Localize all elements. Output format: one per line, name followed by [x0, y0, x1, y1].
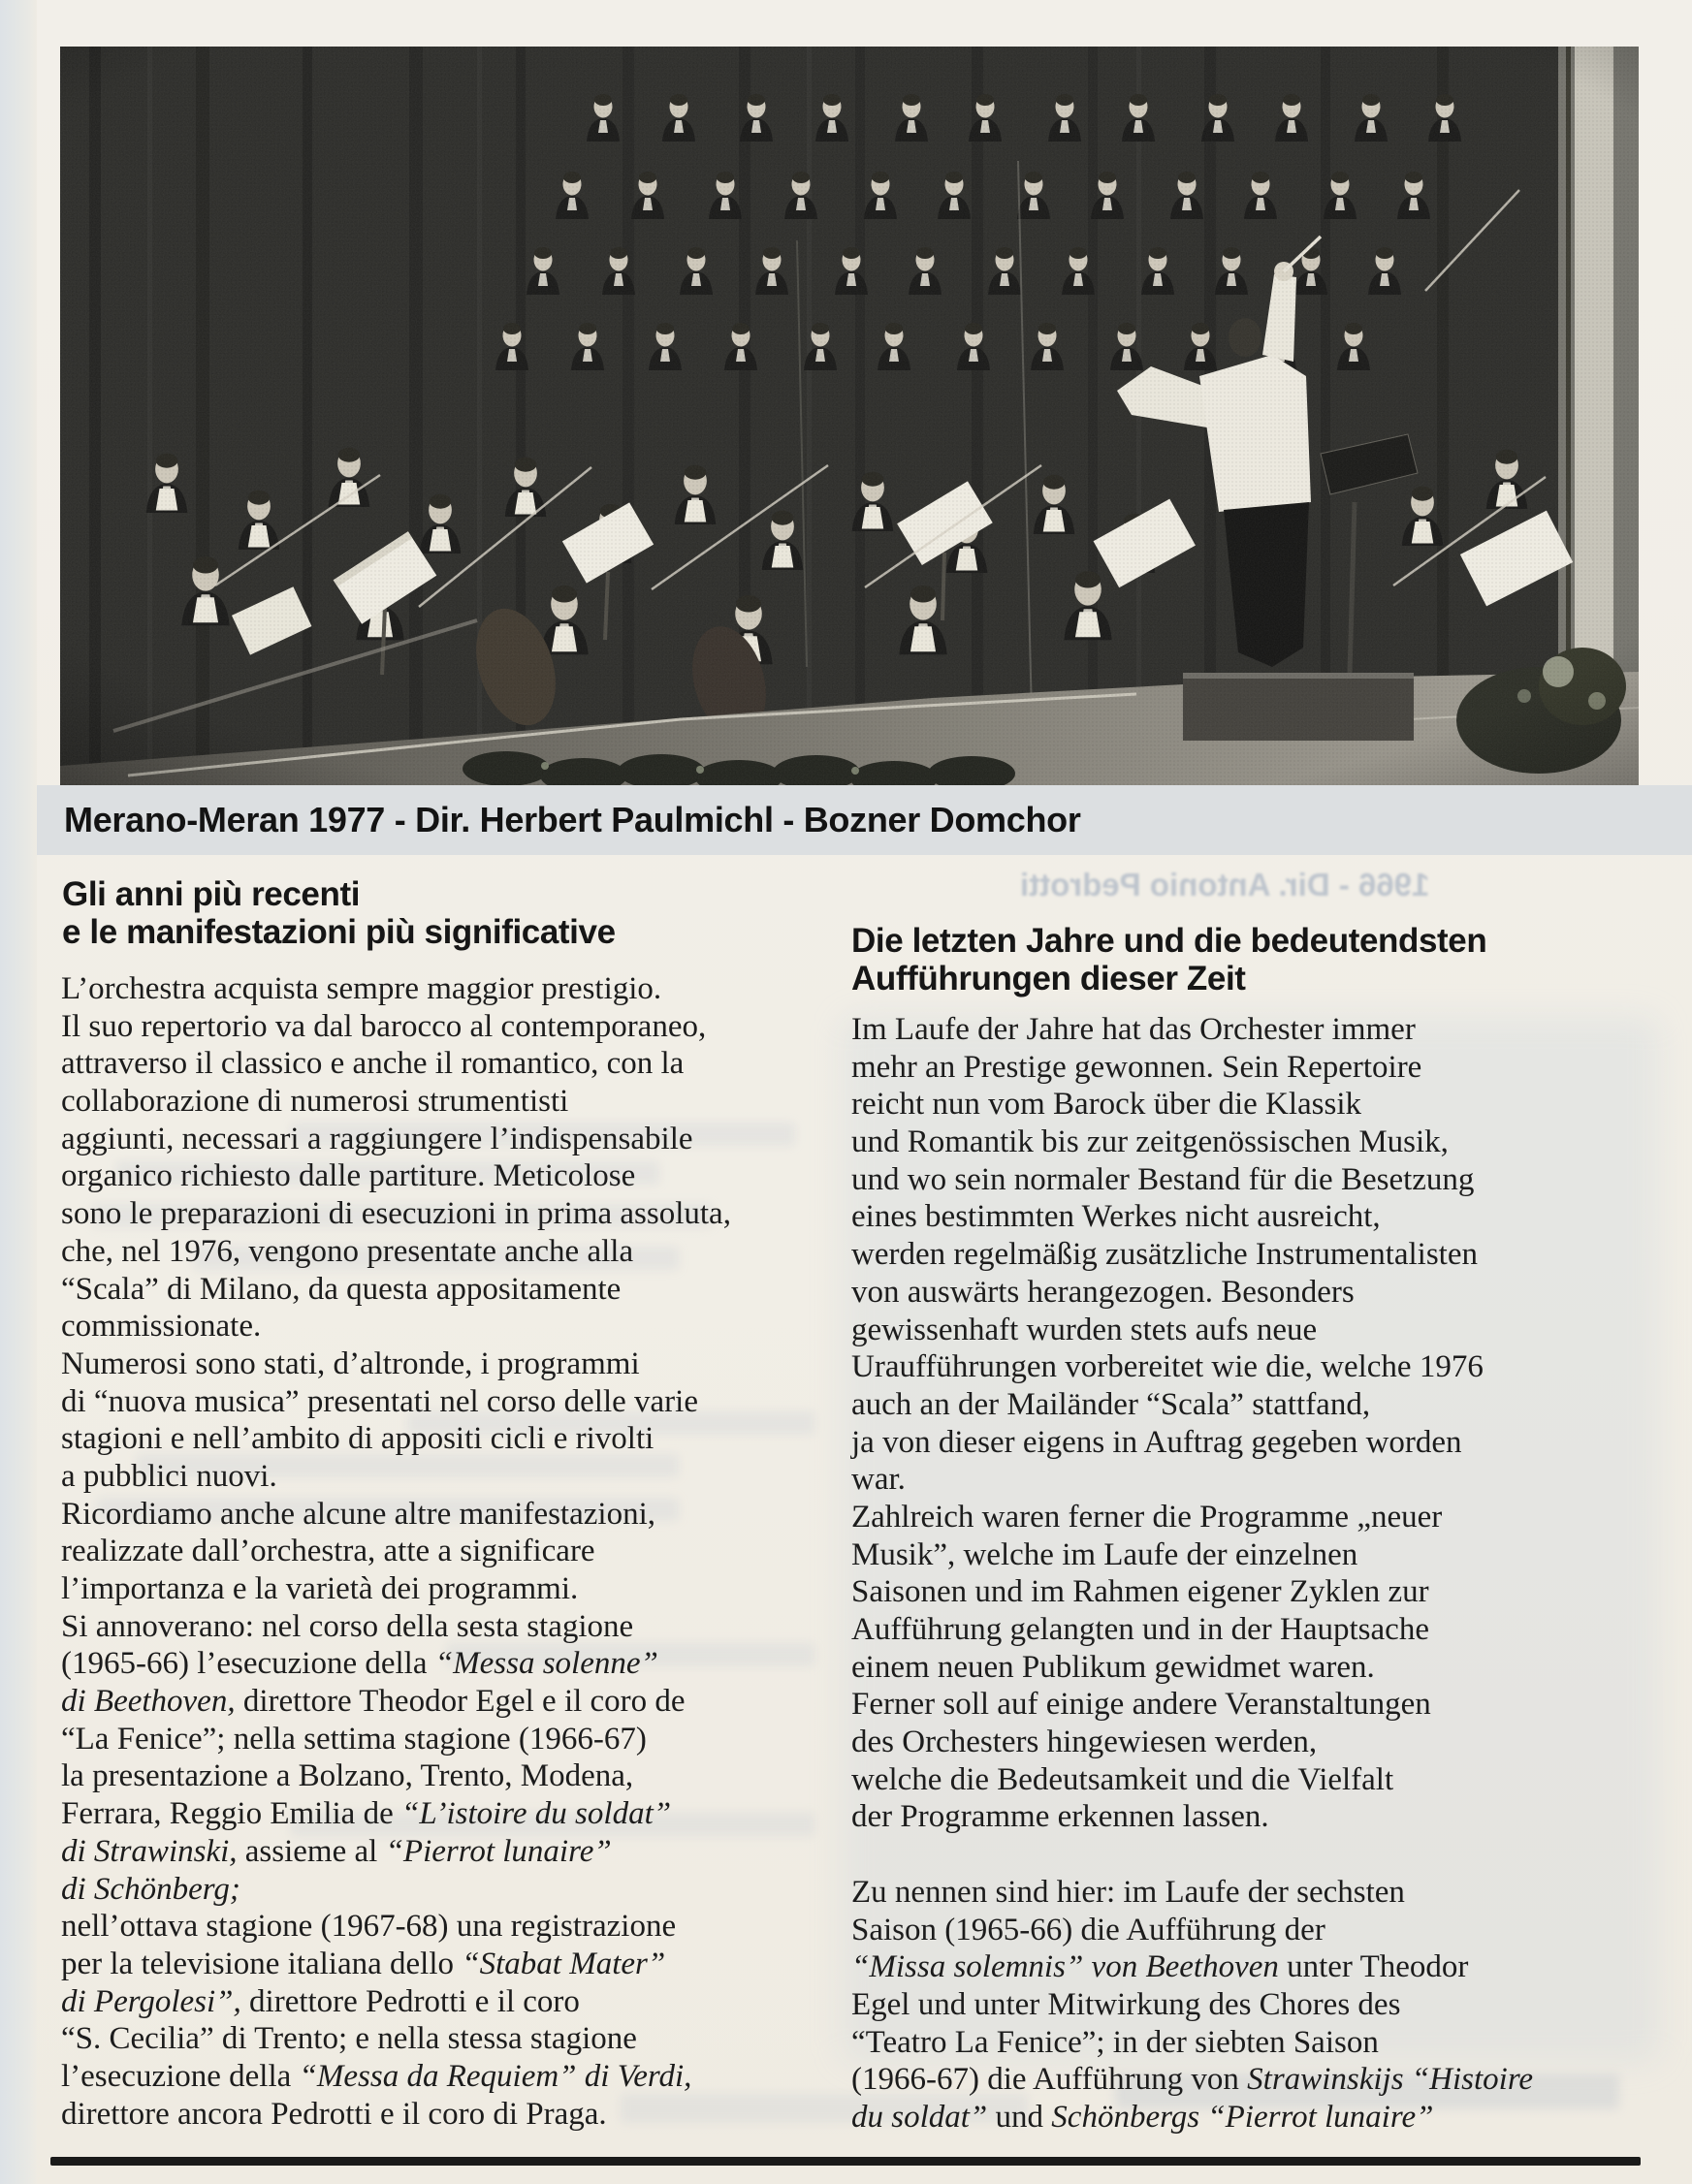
german-text-line: mehr an Prestige gewonnen. Sein Repertoire — [851, 1049, 1422, 1085]
italian-text-line: aggiunti, necessari a raggiungere l’indispensabile — [61, 1121, 693, 1156]
german-text-line: welche die Bedeutsamkeit und die Vielfalt — [851, 1761, 1394, 1797]
italian-text-line: “S. Cecilia” di Trento; e nella stessa stagione — [61, 2021, 637, 2057]
italian-text-column — [61, 970, 731, 2133]
italian-text-line: (1965-66) l’esecuzione della “Messa solenne” — [61, 1646, 658, 1682]
german-text-line: Aufführung gelangten und in der Hauptsache — [851, 1612, 1429, 1647]
german-text-line: reicht nun vom Barock über die Klassik — [851, 1087, 1362, 1123]
german-text-line: des Orchesters hingewiesen werden, — [851, 1725, 1318, 1760]
italian-text-line: nell’ottava stagione (1967-68) una registrazione — [61, 1909, 677, 1945]
german-text-column — [851, 1011, 1533, 2137]
italian-text-line: sono le preparazioni di esecuzioni in prima assoluta, — [61, 1196, 731, 1232]
german-text-line: Egel und unter Mitwirkung des Chores des — [851, 1986, 1401, 2022]
italian-text-line: a pubblici nuovi. — [61, 1458, 277, 1494]
german-text-line: du soldat” und Schönbergs “Pierrot lunaire” — [851, 2099, 1434, 2135]
german-text-line: Im Laufe der Jahre hat das Orchester immer — [851, 1012, 1416, 1047]
italian-text-line: che, nel 1976, vengono presentate anche alla — [61, 1233, 634, 1269]
scan-edge — [0, 0, 37, 2184]
italian-text-line: di Schönberg; — [61, 1871, 240, 1907]
german-text-line — [851, 1836, 1533, 1874]
italian-text-line: di “nuova musica” presentati nel corso delle varie — [61, 1383, 698, 1419]
heading-line: e le manifestazioni più significative — [62, 912, 616, 951]
german-text-line: ja von dieser eigens in Auftrag gegeben worden — [851, 1424, 1462, 1460]
german-text-line: (1966-67) die Aufführung von Strawinskijs “Histoire — [851, 2062, 1534, 2098]
italian-text-line: realizzate dall’orchestra, atte a significare — [61, 1534, 595, 1569]
german-text-line: werden regelmäßig zusätzliche Instrumentalisten — [851, 1237, 1478, 1273]
italian-text-line: di Strawinski, assieme al “Pierrot lunaire” — [61, 1833, 612, 1869]
heading-line: Gli anni più recenti — [62, 875, 361, 913]
german-section-heading — [851, 918, 1487, 997]
italian-text-line: Ferrara, Reggio Emilia de “L’istoire du soldat” — [61, 1796, 672, 1832]
italian-text-line: di Beethoven, direttore Theodor Egel e il coro de — [61, 1684, 686, 1720]
italian-text-line: attraverso il classico e anche il romantico, con la — [61, 1046, 685, 1082]
german-text-line: und Romantik bis zur zeitgenössischen Musik, — [851, 1124, 1449, 1160]
german-text-line: Saison (1965-66) die Aufführung der — [851, 1912, 1325, 1947]
heading-line: Aufführungen dieser Zeit — [851, 959, 1246, 997]
german-text-line: auch an der Mailänder “Scala” stattfand, — [851, 1386, 1371, 1422]
showthrough-ghost-text: 1966 - Dir. Antonio Pedrotti — [1020, 867, 1430, 902]
italian-text-line: di Pergolesi”, direttore Pedrotti e il coro — [61, 1983, 580, 2019]
german-text-line: der Programme erkennen lassen. — [851, 1799, 1269, 1835]
italian-text-line: L’orchestra acquista sempre maggior prestigio. — [61, 971, 662, 1006]
german-text-line: war. — [851, 1462, 906, 1498]
german-text-line: Ferner soll auf einige andere Veranstaltungen — [851, 1687, 1431, 1723]
orchestra-photo — [60, 47, 1639, 785]
german-text-line: Zu nennen sind hier: im Laufe der sechsten — [851, 1874, 1405, 1910]
german-text-line: eines bestimmten Werkes nicht ausreicht, — [851, 1199, 1381, 1235]
italian-section-heading — [62, 871, 616, 951]
italian-text-line: per la televisione italiana dello “Stabat Mater” — [61, 1946, 666, 1981]
photo-caption: Merano-Meran 1977 - Dir. Herbert Paulmichl - Bozner Domchor — [64, 800, 1081, 839]
german-text-line: Musik”, welche im Laufe der einzelnen — [851, 1536, 1358, 1572]
german-text-line: gewissenhaft wurden stets aufs neue — [851, 1312, 1318, 1347]
bottom-rule — [50, 2157, 1641, 2166]
german-text-line: “Missa solemnis” von Beethoven unter Theodor — [851, 1949, 1469, 1985]
italian-text-line: collaborazione di numerosi strumentisti — [61, 1084, 569, 1120]
italian-text-line: Ricordiamo anche alcune altre manifestazioni, — [61, 1496, 655, 1532]
german-text-line: Uraufführungen vorbereitet wie die, welche 1976 — [851, 1349, 1484, 1385]
german-text-line: Zahlreich waren ferner die Programme „neuer — [851, 1499, 1443, 1535]
german-text-line: und wo sein normaler Bestand für die Besetzung — [851, 1161, 1475, 1197]
italian-text-line: l’importanza e la varietà dei programmi. — [61, 1571, 579, 1606]
italian-text-line: Si annoverano: nel corso della sesta stagione — [61, 1608, 634, 1644]
german-text-line: “Teatro La Fenice”; in der siebten Saison — [851, 2024, 1379, 2060]
italian-text-line: commissionate. — [61, 1309, 262, 1345]
italian-text-line: la presentazione a Bolzano, Trento, Modena, — [61, 1758, 634, 1794]
italian-text-line: stagioni e nell’ambito di appositi cicli e rivolti — [61, 1421, 654, 1457]
italian-text-line: direttore ancora Pedrotti e il coro di Praga. — [61, 2096, 607, 2132]
italian-text-line: Il suo repertorio va dal barocco al contemporaneo, — [61, 1008, 707, 1044]
heading-line: Die letzten Jahre und die bedeutendsten — [851, 922, 1487, 960]
german-text-line: von auswärts herangezogen. Besonders — [851, 1274, 1355, 1310]
german-text-line: einem neuen Publikum gewidmet waren. — [851, 1649, 1375, 1685]
german-text-line: Saisonen und im Rahmen eigener Zyklen zur — [851, 1574, 1429, 1610]
italian-text-line: “La Fenice”; nella settima stagione (1966-67) — [61, 1721, 647, 1757]
italian-text-line: l’esecuzione della “Messa da Requiem” di Verdi, — [61, 2058, 692, 2094]
italian-text-line: “Scala” di Milano, da questa appositamente — [61, 1271, 622, 1307]
italian-text-line: organico richiesto dalle partiture. Meticolose — [61, 1158, 636, 1194]
italian-text-line: Numerosi sono stati, d’altronde, i programmi — [61, 1345, 640, 1381]
